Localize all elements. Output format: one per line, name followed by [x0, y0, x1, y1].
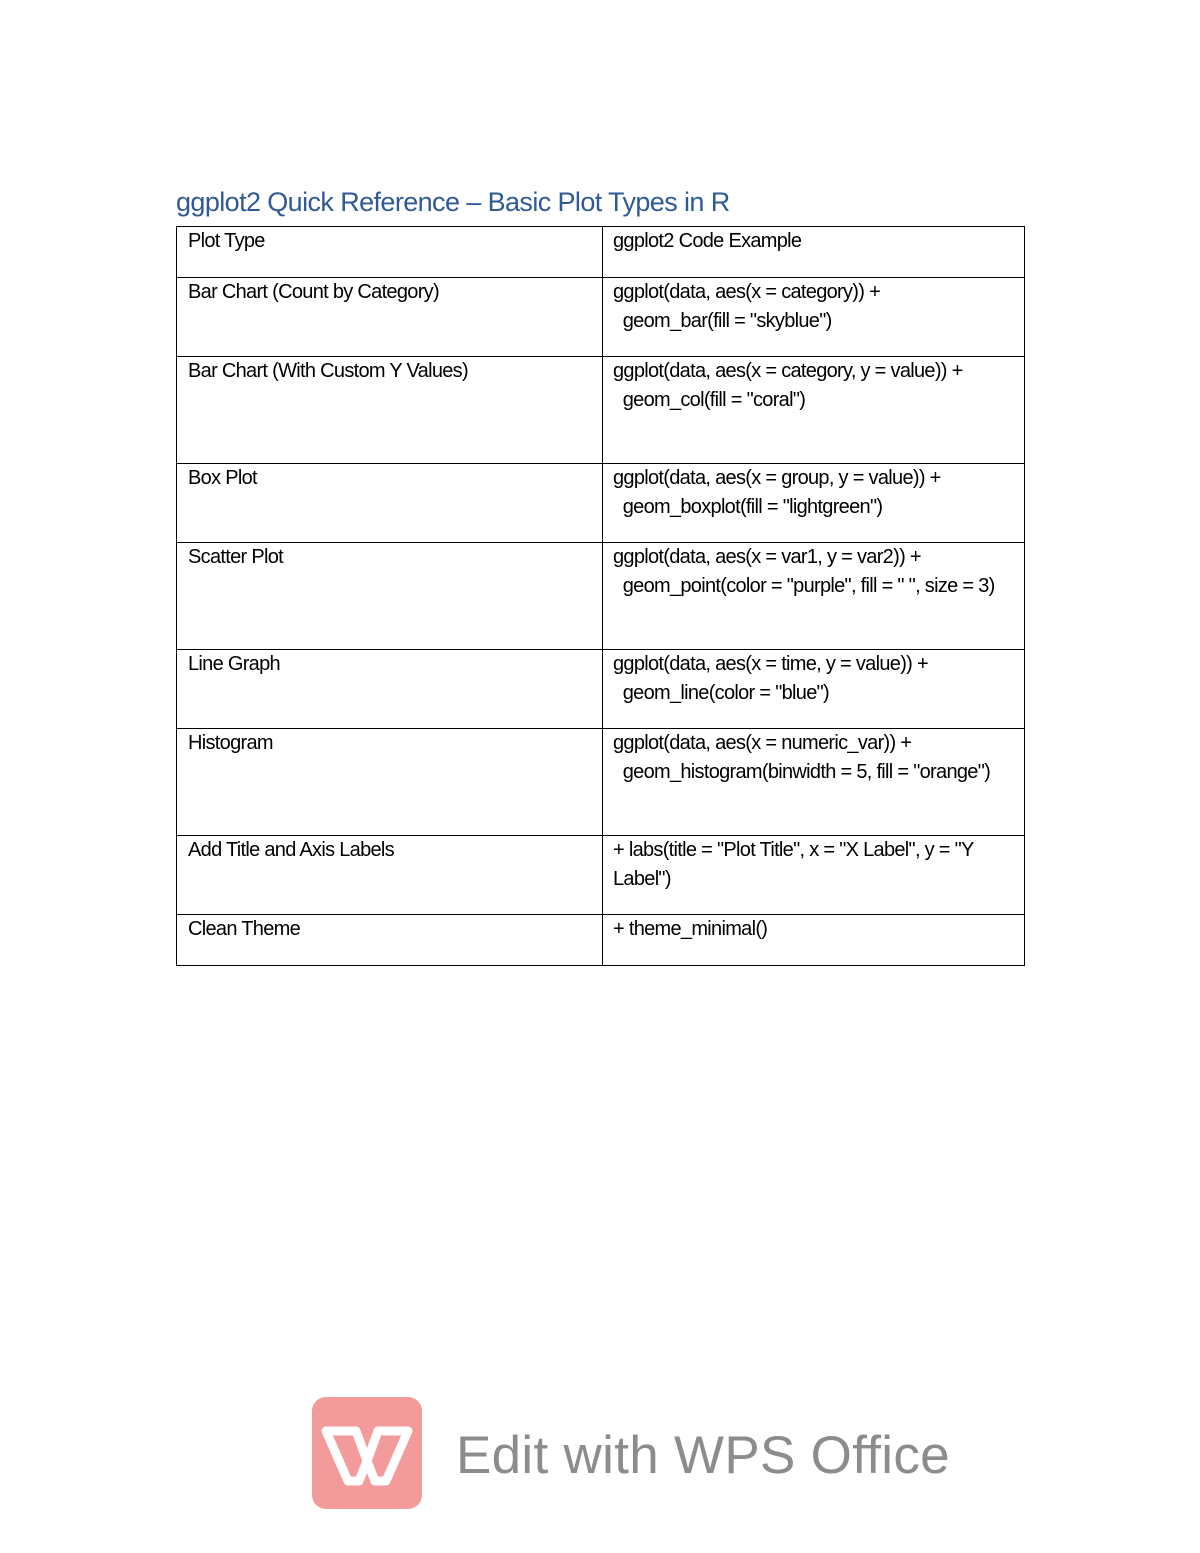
table-row [177, 650, 1025, 729]
table-row [177, 357, 1025, 464]
plot-type-cell: Bar Chart (Count by Category) [177, 278, 603, 357]
header-plot-type: Plot Type [177, 227, 603, 278]
code-cell: ggplot(data, aes(x = var1, y = var2)) + geom_point(color = "purple", fill = " ", size = 3) [603, 543, 1025, 650]
wps-watermark-text: Edit with WPS Office [456, 1426, 950, 1485]
code-cell: ggplot(data, aes(x = time, y = value)) + geom_line(color = "blue") [603, 650, 1025, 729]
document-title: ggplot2 Quick Reference – Basic Plot Types in R [176, 187, 730, 217]
table-row [177, 278, 1025, 357]
table-row [177, 915, 1025, 966]
code-cell: ggplot(data, aes(x = numeric_var)) + geom_histogram(binwidth = 5, fill = "orange") [603, 729, 1025, 836]
plot-type-cell: Histogram [177, 729, 603, 836]
plot-type-cell: Add Title and Axis Labels [177, 836, 603, 915]
wps-logo-icon [312, 1397, 422, 1509]
code-cell: ggplot(data, aes(x = group, y = value)) + geom_boxplot(fill = "lightgreen") [603, 464, 1025, 543]
table-header-row [177, 227, 1025, 278]
table-row [177, 543, 1025, 650]
reference-table [176, 226, 1025, 966]
plot-type-cell: Clean Theme [177, 915, 603, 966]
plot-type-cell: Box Plot [177, 464, 603, 543]
table-row [177, 729, 1025, 836]
plot-type-cell: Line Graph [177, 650, 603, 729]
plot-type-cell: Bar Chart (With Custom Y Values) [177, 357, 603, 464]
code-cell: ggplot(data, aes(x = category)) + geom_bar(fill = "skyblue") [603, 278, 1025, 357]
table-row [177, 464, 1025, 543]
header-code-example: ggplot2 Code Example [603, 227, 1025, 278]
code-cell: ggplot(data, aes(x = category, y = value)) + geom_col(fill = "coral") [603, 357, 1025, 464]
wps-office-watermark[interactable] [312, 1397, 950, 1509]
table-row [177, 836, 1025, 915]
code-cell: + labs(title = "Plot Title", x = "X Label", y = "Y Label") [603, 836, 1025, 915]
code-cell: + theme_minimal() [603, 915, 1025, 966]
plot-type-cell: Scatter Plot [177, 543, 603, 650]
